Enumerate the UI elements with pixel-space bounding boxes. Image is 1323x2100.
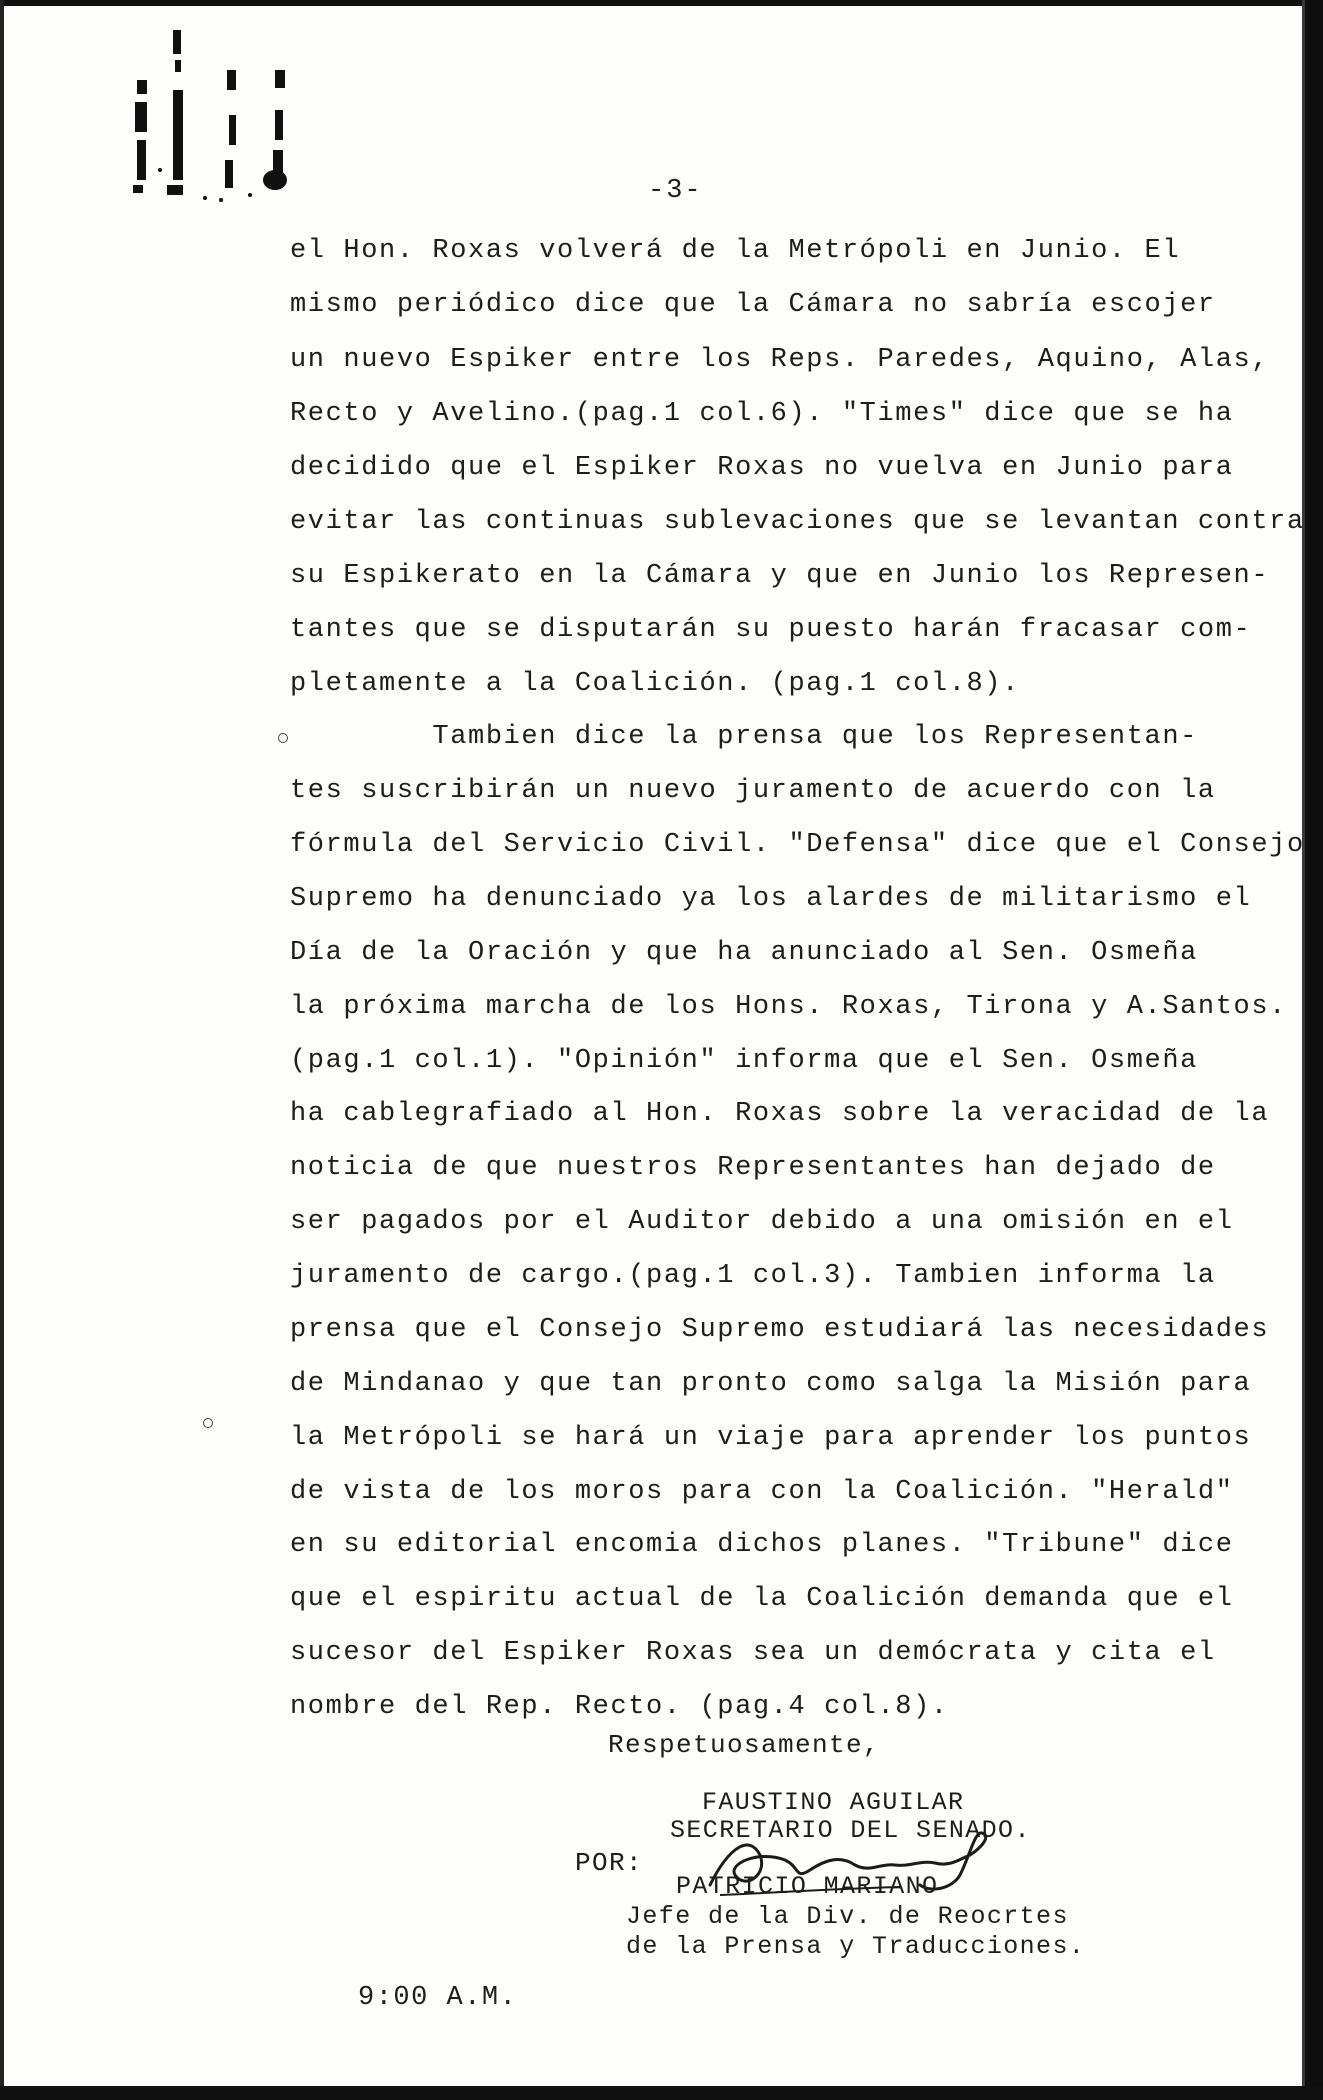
agent-title-line-1: Jefe de la Div. de Reocrtes	[626, 1902, 1069, 1931]
scan-border-right	[1305, 0, 1323, 2100]
body-line: nombre del Rep. Recto. (pag.4 col.8).	[290, 1692, 949, 1722]
body-line: decidido que el Espiker Roxas no vuelva en Junio para	[290, 453, 1234, 483]
signatory-title: SECRETARIO DEL SENADO.	[670, 1816, 1031, 1845]
punch-hole-mark	[278, 733, 288, 743]
body-line: pletamente a la Coalición. (pag.1 col.8).	[290, 669, 1020, 699]
scan-border-left	[0, 0, 4, 2100]
body-line: un nuevo Espiker entre los Reps. Paredes, Aquino, Alas,	[290, 345, 1270, 375]
body-line: la Metrópoli se hará un viaje para aprender los puntos	[290, 1423, 1252, 1453]
body-line: Supremo ha denunciado ya los alardes de militarismo el	[290, 884, 1252, 914]
body-line: (pag.1 col.1). "Opinión" informa que el Sen. Osmeña	[290, 1046, 1198, 1076]
body-line: sucesor del Espiker Roxas sea un demócrata y cita el	[290, 1638, 1216, 1668]
body-line: tantes que se disputarán su puesto harán fracasar com-	[290, 615, 1252, 645]
scan-border-top	[0, 0, 1323, 6]
body-line: Recto y Avelino.(pag.1 col.6). "Times" dice que se ha	[290, 399, 1234, 429]
time-stamp: 9:00 A.M.	[358, 1983, 518, 2013]
closing-salutation: Respetuosamente,	[608, 1730, 881, 1760]
body-line: fórmula del Servicio Civil. "Defensa" dice que el Consejo	[290, 830, 1305, 860]
signatory-name: FAUSTINO AGUILAR	[702, 1788, 965, 1817]
por-label: POR:	[575, 1848, 644, 1878]
body-line: prensa que el Consejo Supremo estudiará las necesidades	[290, 1315, 1270, 1345]
body-line: evitar las continuas sublevaciones que se levantan contra	[290, 507, 1305, 537]
body-line: que el espiritu actual de la Coalición demanda que el	[290, 1584, 1234, 1614]
body-line: la próxima marcha de los Hons. Roxas, Tirona y A.Santos.	[290, 992, 1287, 1022]
page-number: -3-	[648, 176, 703, 206]
body-line: Tambien dice la prensa que los Representan-	[290, 722, 1198, 752]
agent-name: PATRICIO MARIANO	[676, 1872, 939, 1901]
body-line: tes suscribirán un nuevo juramento de acuerdo con la	[290, 776, 1216, 806]
body-line: ha cablegrafiado al Hon. Roxas sobre la veracidad de la	[290, 1099, 1270, 1129]
body-line: de Mindanao y que tan pronto como salga la Misión para	[290, 1369, 1252, 1399]
body-line: noticia de que nuestros Representantes han dejado de	[290, 1153, 1216, 1183]
body-line: Día de la Oración y que ha anunciado al Sen. Osmeña	[290, 938, 1198, 968]
body-line: mismo periódico dice que la Cámara no sabría escojer	[290, 290, 1216, 320]
body-line: juramento de cargo.(pag.1 col.3). Tambien informa la	[290, 1261, 1216, 1291]
body-line: el Hon. Roxas volverá de la Metrópoli en Junio. El	[290, 236, 1181, 266]
agent-title-line-2: de la Prensa y Traducciones.	[626, 1932, 1086, 1961]
body-line: de vista de los moros para con la Coalición. "Herald"	[290, 1477, 1234, 1507]
binding-marks-decoration	[125, 20, 295, 210]
body-line: su Espikerato en la Cámara y que en Junio los Represen-	[290, 561, 1270, 591]
body-line: ser pagados por el Auditor debido a una omisión en el	[290, 1207, 1234, 1237]
punch-hole-mark	[203, 1418, 213, 1428]
scan-border-bottom	[0, 2086, 1323, 2100]
body-line: en su editorial encomia dichos planes. "Tribune" dice	[290, 1530, 1234, 1560]
